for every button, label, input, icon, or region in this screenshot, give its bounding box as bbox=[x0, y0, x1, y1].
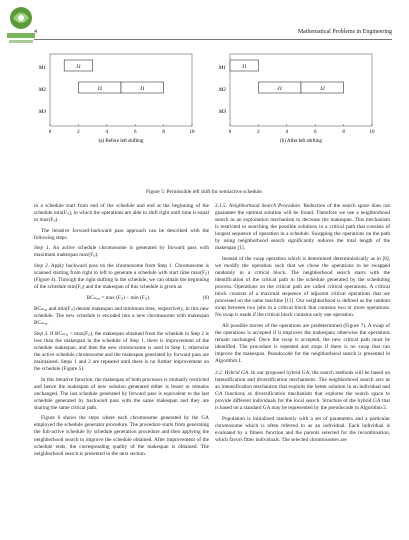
paragraph-text: Reduction of the search space does not guarantee the optimal solution will be found. Therefore we use a neighborhood search as an exploitation mechanism to decrease the makespan. This mechanism is restricted to searching the possible solutions in a critical path that consists of longest sequence of operation in a schedule. Swapping the operations on the path by using neighborhood search significantly reduces the total length of the makespan [1]. bbox=[215, 203, 390, 252]
operation-label: J2 bbox=[319, 86, 325, 92]
tick-label: 2 bbox=[257, 130, 260, 135]
gantt-panel-before bbox=[38, 54, 195, 144]
section-paragraph bbox=[215, 203, 390, 252]
subfigure-label: (a) Before left shifting bbox=[98, 139, 144, 144]
paragraph: Instead of the swap operation which is determined deterministically as in [8], we modify the operation such that we chose the operations to be swapped randomly in a critical block. The neighborhood search starts with the identification of the critical path in the schedule generated by the scheduling process. Operations on the critical path are called critical operations. A critical block consists of a maximal sequence of adjacent critical operations that are processed on the same machine [11]. Our neighborhood is defined as the random swap between two jobs in a critical block that contains two or more operations. No swap is made if the critical block contains only one operation. bbox=[215, 255, 390, 319]
step-text: An active schedule chromosome is generated by forward pass with maximum makespan max(Fᵢⱼ). bbox=[34, 245, 209, 259]
tick-label: 6 bbox=[313, 130, 317, 135]
equation-number: (6) bbox=[202, 294, 209, 301]
paragraph: BCₘₐₓ and min(Fᵢⱼ) denote makespan and minimum time, respectively, in this new schedule. The new schedule is encoded into a new chromosome with makespan BCₘₐₓ. bbox=[34, 305, 209, 327]
tick-label: 6 bbox=[133, 130, 137, 135]
section-heading: 3.2. Hybrid GA. bbox=[215, 370, 250, 377]
machine-label: M1 bbox=[218, 65, 226, 71]
gantt-svg bbox=[0, 44, 409, 184]
figure-caption: Figure 5: Permissible left shift for semiactive schedule. bbox=[145, 189, 264, 195]
machine-label: M2 bbox=[218, 87, 226, 93]
operation-label: J1 bbox=[139, 86, 145, 92]
section-heading: 3.1.5. Neighborhood Search Procedure. bbox=[215, 203, 302, 209]
tick-label: 4 bbox=[105, 130, 109, 135]
tick-label: 4 bbox=[285, 130, 289, 135]
step-text: Apply backward pass on the chromosome from Step 1. Chromosome is scanned starting from right to left to generate a schedule with start time max(Fᵢⱼ) (Figure 4). Through the right shifting in the schedule, we can obtain the beginning of the schedule min(Fᵢⱼ) and the makespan of this schedule is given as bbox=[34, 263, 209, 291]
step-label: Step 1. bbox=[34, 245, 51, 252]
paragraph: Figure 6 shows the steps where each chromosome generated by the GA employed the schedule generator procedure. The procedure starts from generating the full-active schedule by schedule generation procedure and then applying the neighborhood search to improve the schedule obtained. After improvement of the schedule ends, the corresponding quality of the makespan is obtained. The neighborhood search is presented in the next section. bbox=[34, 415, 209, 457]
step-text: If BCₘₐₓ < max(Fᵢⱼ), the makespan obtained from the schedule in Step 2 is less than the makespan in the schedule of Step 1, there is improvement of the schedule makespan, and then the new chromosome is used in Step 1; otherwise the active schedule chromosome and the makespan generated by forward pass are maintained. Steps 1 and 2 are repeated until there is no further improvement on the schedule (Figure 5). bbox=[34, 330, 209, 372]
gantt-panel-after bbox=[218, 54, 375, 144]
tick-label: 2 bbox=[77, 130, 80, 135]
tick-label: 10 bbox=[189, 130, 195, 135]
paragraph: Population is initialized randomly with a set of parameters and a particular chromosome which is often referred to as an individual. Each individual is evaluated by a fitness function and the parents selected for the recombination, which favors fitter individuals. The selected chromosomes are bbox=[215, 416, 390, 444]
paragraph: All possible moves of the operations are predetermined (Figure 7). A swap of the operations is accepted if it improves the makespan; otherwise the operations remain unchanged. Once the swap is accepted, the new critical path must be identified. The procedure is repeated and stops if there is no swap that can improve the makespan. Pseudocode for the neighborhood search is presented in Algorithm 1. bbox=[215, 322, 390, 365]
step-paragraph bbox=[34, 331, 209, 373]
page-number: 4 bbox=[34, 29, 37, 35]
left-column bbox=[34, 203, 209, 461]
machine-label: M2 bbox=[38, 87, 46, 93]
equation-body: BCₘₐₓ = max (Fᵢⱼ) − min (Fᵢⱼ). bbox=[86, 294, 151, 301]
tick-label: 8 bbox=[342, 130, 345, 135]
tick-label: 0 bbox=[228, 130, 232, 135]
machine-label: M3 bbox=[38, 109, 46, 115]
paragraph-text: In our proposed hybrid GA, the search methods will be based on intensification and diversification mechanisms. The neighborhood search acts as an intensification mechanism that exploits the better solution in an individual and GA functions as diversification mechanism that explores the search space to provide different individuals for the local search. Structure of the hybrid GA that is based on a standard GA may be represented by the pseudocode in Algorithm 2. bbox=[215, 370, 390, 412]
paragraph: In this iterative function, the makespan of both processes is mutually restricted and hence the makespan of new solution generated either is lesser or remains unchanged. The last schedule generated by forward pass is equivalent to the last schedule generated by backward pass with the same makespan and they are sharing the same critical path. bbox=[34, 376, 209, 411]
operation-label: J1 bbox=[277, 86, 283, 92]
tick-label: 8 bbox=[162, 130, 165, 135]
step-label: Step 3. bbox=[34, 330, 49, 337]
machine-label: M3 bbox=[218, 109, 226, 115]
operation-label: J1 bbox=[241, 64, 247, 70]
tick-label: 10 bbox=[369, 130, 375, 135]
subfigure-label: (b) After left shifting bbox=[280, 139, 322, 144]
publisher-logo bbox=[4, 4, 38, 46]
paragraph: in a schedule start from end of the schedule and end at the beginning of the schedule min(Fᵢⱼ), in which the operations are able to shift right until time is equal to max(Fᵢⱼ). bbox=[34, 203, 209, 224]
operation-label: J1 bbox=[75, 64, 82, 70]
paragraph: The iterative forward-backward pass approach can be described with the following steps. bbox=[34, 227, 209, 241]
figure-gantt bbox=[0, 44, 409, 184]
tick-label: 0 bbox=[48, 130, 52, 135]
step-paragraph bbox=[34, 245, 209, 259]
right-column bbox=[215, 203, 390, 448]
step-paragraph bbox=[34, 263, 209, 291]
machine-label: M1 bbox=[38, 65, 46, 71]
journal-title: Mathematical Problems in Engineering bbox=[297, 29, 392, 35]
page-header bbox=[0, 0, 409, 50]
section-paragraph bbox=[215, 370, 390, 412]
step-label: Step 2. bbox=[34, 263, 50, 270]
header-rule bbox=[34, 39, 392, 40]
operation-label: J2 bbox=[97, 86, 103, 92]
equation bbox=[34, 295, 209, 302]
